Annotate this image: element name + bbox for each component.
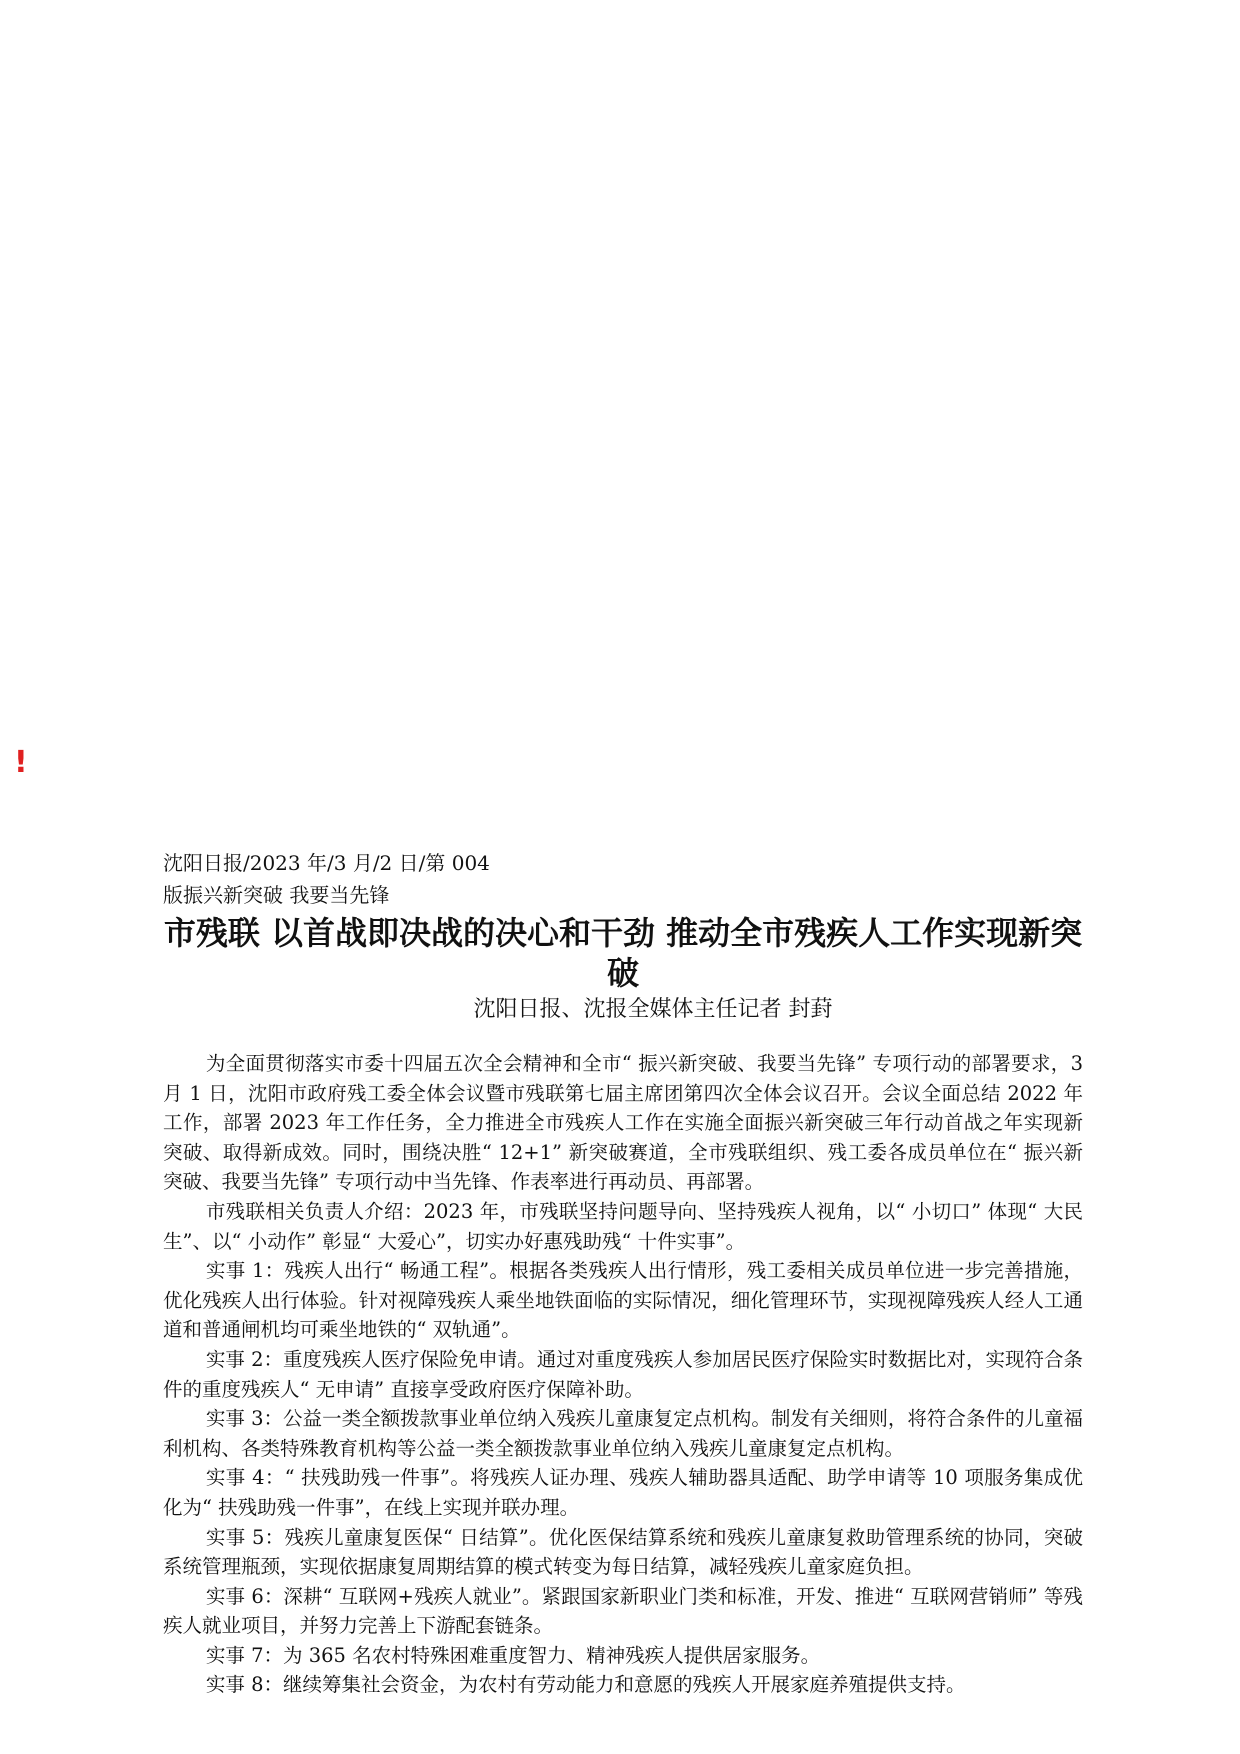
paragraph: 实事 1：残疾人出行“ 畅通工程”。根据各类残疾人出行情形，残工委相关成员单位进一步完善措施，优化残疾人出行体验。针对视障残疾人乘坐地铁面临的实际情况，细化管理环节，实现视障残疾人经人工通道和普通闸机均可乘坐地铁的“ 双轨通”。: [163, 1259, 1083, 1342]
article-body: [163, 1049, 1083, 1700]
paragraph: 实事 7：为 365 名农村特殊困难重度智力、精神残疾人提供居家服务。: [205, 1643, 821, 1667]
byline: 沈阳日报、沈报全媒体主任记者 封葑: [473, 997, 833, 1022]
source-info: [163, 847, 1083, 911]
paragraph: 实事 6：深耕“ 互联网+残疾人就业”。紧跟国家新职业门类和标准，开发、推进“ 互联网营销师” 等残疾人就业项目，并努力完善上下游配套链条。: [163, 1584, 1083, 1638]
paragraph: 实事 5：残疾儿童康复医保“ 日结算”。优化医保结算系统和残疾儿童康复救助管理系统的协同，突破系统管理瓶颈，实现依据康复周期结算的模式转变为每日结算，减轻残疾儿童家庭负担。: [163, 1525, 1083, 1579]
source-line-column: 版振兴新突破 我要当先锋: [163, 883, 390, 907]
article: [163, 847, 1083, 1700]
paragraph: 实事 8：继续筹集社会资金，为农村有劳动能力和意愿的残疾人开展家庭养殖提供支持。: [205, 1673, 966, 1697]
source-line-date: 沈阳日报/2023 年/3 月/2 日/第 004: [163, 851, 490, 875]
paragraph: 实事 4：“ 扶残助残一件事”。将残疾人证办理、残疾人辅助器具适配、助学申请等 10 项服务集成优化为“ 扶残助残一件事”，在线上实现并联办理。: [163, 1466, 1083, 1519]
paragraph: 实事 3：公益一类全额拨款事业单位纳入残疾儿童康复定点机构。制发有关细则，将符合条件的儿童福利机构、各类特殊教育机构等公益一类全额拨款事业单位纳入残疾儿童康复定点机构。: [163, 1407, 1083, 1460]
article-title: 市残联 以首战即决战的决心和干劲 推动全市残疾人工作实现新突破: [163, 914, 1083, 992]
paragraph: 实事 2：重度残疾人医疗保险免申请。通过对重度残疾人参加居民医疗保险实时数据比对，实现符合条件的重度残疾人“ 无申请” 直接享受政府医疗保障补助。: [163, 1347, 1083, 1401]
paragraph: 市残联相关负责人介绍：2023 年，市残联坚持问题导向、坚持残疾人视角，以“ 小切口” 体现“ 大民生”、以“ 小动作” 彰显“ 大爱心”，切实办好惠残助残“ 十件实事”。: [163, 1199, 1083, 1253]
red-exclamation-mark: !: [14, 745, 28, 780]
paragraph: 为全面贯彻落实市委十四届五次全会精神和全市“ 振兴新突破、我要当先锋” 专项行动的部署要求，3 月 1 日，沈阳市政府残工委全体会议暨市残联第七届主席团第四次全体会议召开。会议全面总结 2022 年工作，部署 2023 年工作任务，全力推进全市残疾人工作在实施全面振兴新突破三年行动首战之年实现新突破、取得新成效。同时，围绕决胜“ 12+1” 新突破赛道，全市残联组织、残工委各成员单位在“ 振兴新突破、我要当先锋” 专项行动中当先锋、作表率进行再动员、再部署。: [163, 1052, 1083, 1194]
